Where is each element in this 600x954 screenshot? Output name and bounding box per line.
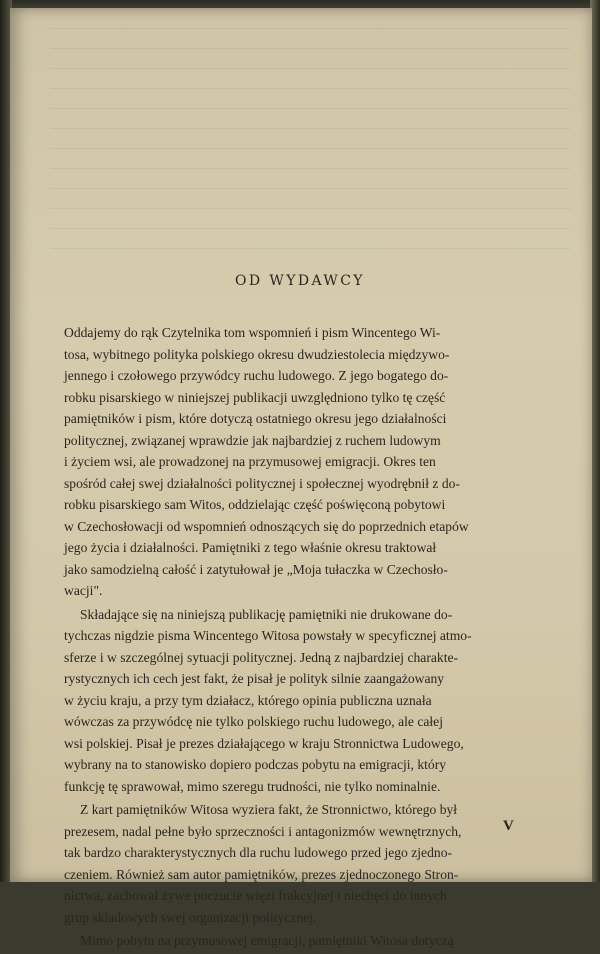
paragraph-4	[64, 930, 516, 952]
text-line: tychczas nigdzie pisma Wincentego Witosa powstały w specyficznej atmo-	[64, 628, 472, 643]
page-number: V	[503, 818, 514, 834]
text-line: pamiętników i pism, które dotyczą ostatniego okresu jego działalności	[64, 411, 447, 426]
text-line: jego życia i działalności. Pamiętniki z tego właśnie okresu traktował	[64, 540, 437, 555]
text-line: grup składowych swej organizacji politycznej.	[64, 909, 317, 925]
text-line: wacji".	[64, 583, 103, 598]
text-line: i życiem wsi, ale prowadzonej na przymusowej emigracji. Okres ten	[64, 454, 436, 469]
text-line: Z kart pamiętników Witosa wyziera fakt, że Stronnictwo, którego był	[80, 802, 458, 817]
text-line: jennego i czołowego przywódcy ruchu ludowego. Z jego bogatego do-	[64, 368, 449, 383]
text-line: tosa, wybitnego polityka polskiego okresu dwudziestolecia międzywo-	[64, 346, 450, 362]
text-line: wybrany na to stanowisko dopiero podczas pobytu na emigracji, który	[64, 757, 447, 772]
text-line: Mimo pobytu na przymusowej emigracji, pamiętniki Witosa dotyczą	[80, 933, 454, 948]
text-line: sferze i w szczególnej sytuacji politycznej. Jedną z najbardziej charakte-	[64, 649, 459, 665]
text-line: w Czechosłowacji od wspomnień odnoszących się do poprzednich etapów	[64, 518, 469, 534]
text-line: robku pisarskiego sam Witos, oddzielając część poświęconą pobytowi	[64, 497, 446, 512]
text-line: prezesem, nadal pełne było sprzeczności i antagonizmów wewnętrznych,	[64, 823, 462, 839]
text-line: politycznej, związanej wprawdzie jak najbardziej z ruchem ludowym	[64, 432, 441, 448]
body-text	[64, 322, 516, 954]
text-line: funkcję tę sprawował, mimo szeregu trudności, nie tylko nominalnie.	[64, 778, 441, 794]
text-line: w życiu kraju, a przy tym działacz, którego opinia publiczna uznała	[64, 692, 432, 708]
text-line: Składające się na niniejszą publikację pamiętniki nie drukowane do-	[80, 606, 453, 622]
text-line: spośród całej swej działalności politycznej i społecznej wyodrębnił z do-	[64, 475, 460, 491]
paragraph-2	[64, 604, 516, 798]
text-line: wówczas za przywódcę nie tylko polskiego ruchu ludowego, ale całej	[64, 714, 443, 729]
text-line: rystycznych ich cech jest fakt, że pisał je polityk silnie zaangażowany	[64, 671, 445, 686]
text-line: nictwa, zachował żywe poczucie więzi frakcyjnej i niechęci do innych	[64, 888, 447, 903]
text-line: robku pisarskiego w niniejszej publikacji uwzględniono tylko tę część	[64, 389, 446, 405]
page-heading: OD WYDAWCY	[235, 273, 365, 289]
paragraph-1	[64, 322, 516, 602]
text-line: tak bardzo charakterystycznych dla ruchu ludowego przed jego zjedno-	[64, 845, 453, 860]
show-through-text	[50, 28, 570, 258]
text-line: Oddajemy do rąk Czytelnika tom wspomnień i pism Wincentego Wi-	[64, 325, 441, 340]
text-line: czeniem. Również sam autor pamiętników, prezes zjednoczonego Stron-	[64, 866, 459, 882]
text-line: wsi polskiej. Pisał je prezes działającego w kraju Stronnictwa Ludowego,	[64, 735, 464, 751]
paragraph-3	[64, 799, 516, 928]
text-line: jako samodzielną całość i zatytułował je „Moja tułaczka w Czechosło-	[64, 561, 448, 577]
